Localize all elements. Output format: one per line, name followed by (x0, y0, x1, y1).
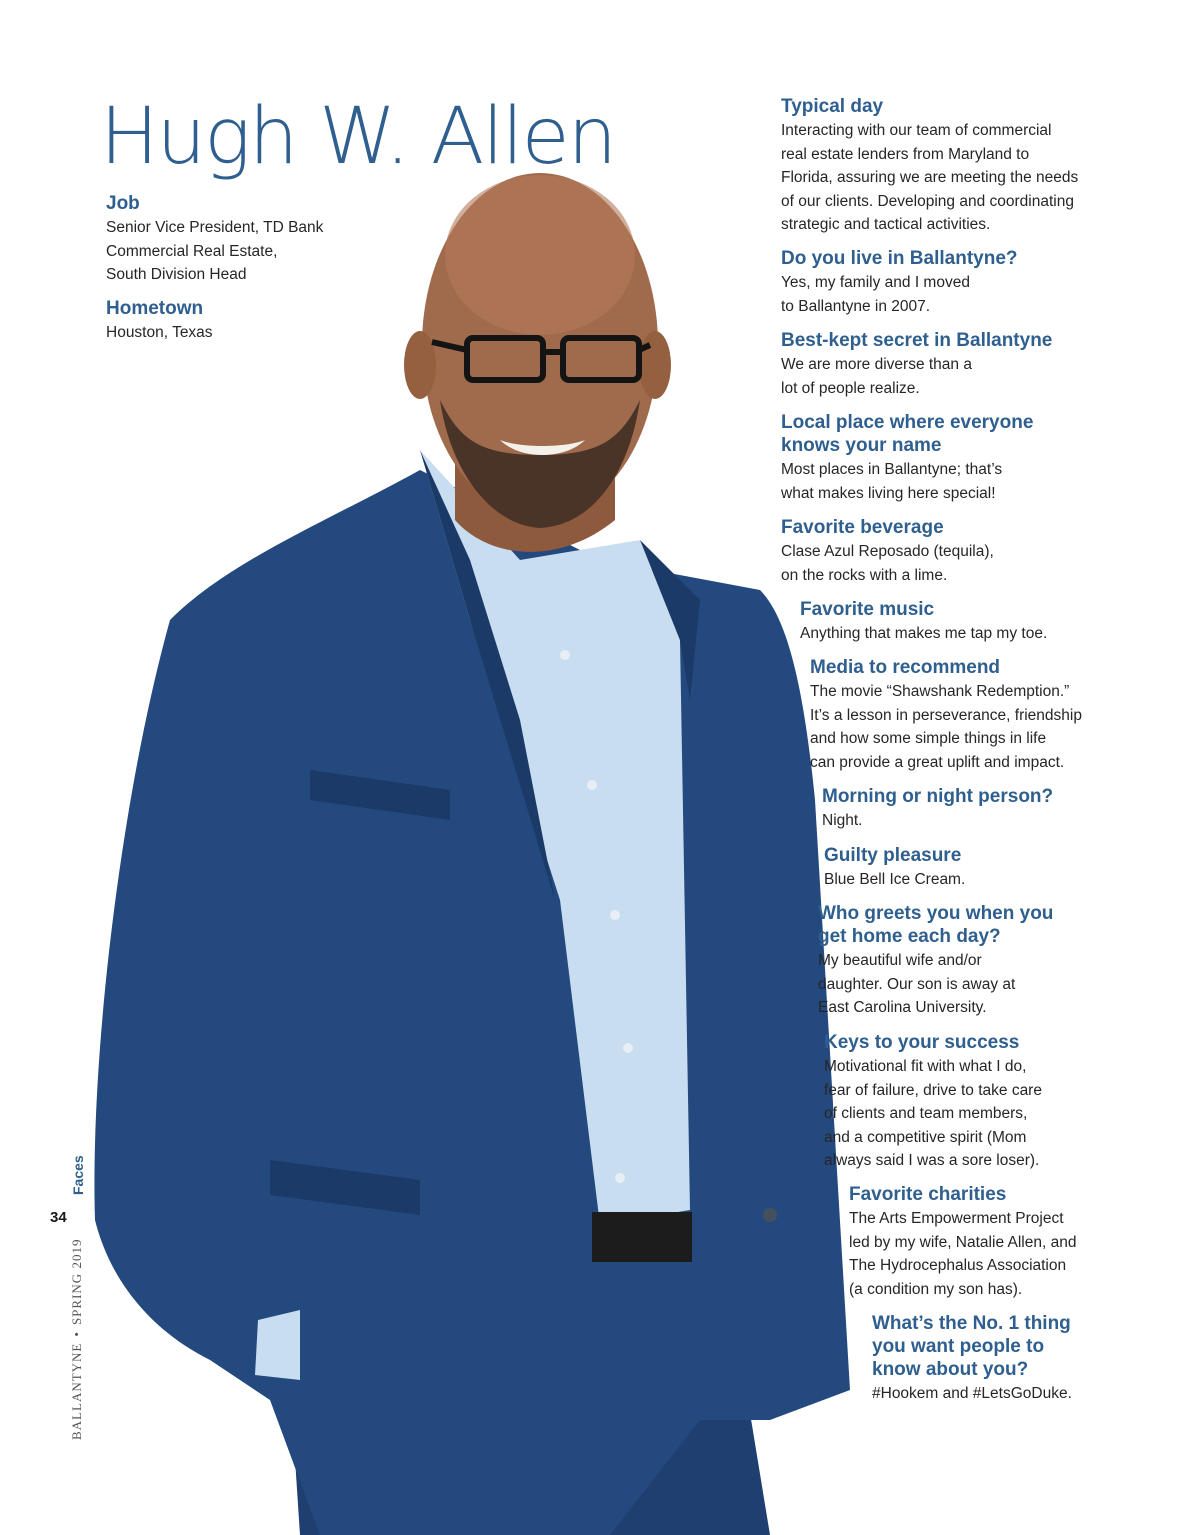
qa-keys-to-success (824, 1031, 1164, 1173)
question-heading: Favorite beverage (781, 517, 944, 538)
qa-media-to-recommend (810, 656, 1150, 774)
question-heading: Keys to your success (824, 1032, 1020, 1053)
qa-who-greets-you (818, 902, 1158, 1020)
suit-jacket (94, 470, 850, 1535)
answer-text: Motivational fit with what I do, fear of failure, drive to take care of clients and team members, and a competitive spirit (Mom always said I was a sore loser). (824, 1058, 1042, 1169)
question-heading: Job (106, 193, 140, 214)
job-block (106, 192, 446, 287)
qa-favorite-music (800, 598, 1140, 646)
qa-best-kept-secret (781, 329, 1121, 400)
qa-favorite-charities (849, 1183, 1189, 1301)
qa-morning-or-night (822, 785, 1162, 833)
answer-text: #Hookem and #LetsGoDuke. (872, 1385, 1072, 1402)
question-heading: Guilty pleasure (824, 845, 962, 866)
belt (592, 1212, 692, 1262)
qa-live-in-ballantyne (781, 247, 1121, 318)
answer-text: Most places in Ballantyne; that’s what makes living here special! (781, 461, 1003, 502)
question-heading: Hometown (106, 298, 204, 319)
answer-text: Houston, Texas (106, 324, 213, 341)
answer-text: Blue Bell Ice Cream. (824, 871, 966, 888)
qa-no-1-thing (872, 1312, 1172, 1406)
question-heading: Media to recommend (810, 657, 1001, 678)
question-heading: Favorite charities (849, 1184, 1007, 1205)
magazine-issue-line (69, 1239, 85, 1440)
hometown-block (106, 297, 446, 345)
qa-typical-day (781, 95, 1121, 237)
bullet-separator: • (69, 1331, 84, 1337)
question-heading: Typical day (781, 96, 884, 117)
answer-text: Anything that makes me tap my toe. (800, 625, 1048, 642)
question-heading: Morning or night person? (822, 786, 1054, 807)
page-number: 34 (50, 1209, 67, 1226)
question-heading: Who greets you when you get home each day? (818, 903, 1054, 947)
question-heading: Favorite music (800, 599, 935, 620)
question-heading: Do you live in Ballantyne? (781, 248, 1018, 269)
qa-local-place (781, 411, 1121, 505)
answer-text: The movie “Shawshank Redemption.” It’s a lesson in perseverance, friendship and how some simple things in life can provide a great uplift and impact. (810, 683, 1082, 771)
answer-text: Night. (822, 812, 863, 829)
issue-label: SPRING 2019 (69, 1238, 84, 1326)
answer-text: We are more diverse than a lot of people realize. (781, 356, 972, 397)
magazine-name: BALLANTYNE (69, 1342, 84, 1440)
answer-text: Clase Azul Reposado (tequila), on the rocks with a lime. (781, 543, 994, 584)
profile-name: Hugh W. Allen (100, 92, 616, 182)
answer-text: My beautiful wife and/or daughter. Our son is away at East Carolina University. (818, 952, 1016, 1016)
answer-text: Yes, my family and I moved to Ballantyne in 2007. (781, 274, 970, 315)
answer-text: Senior Vice President, TD Bank Commercial Real Estate, South Division Head (106, 219, 324, 283)
question-heading: Local place where everyone knows your name (781, 412, 1034, 456)
answer-text: The Arts Empowerment Project led by my wife, Natalie Allen, and The Hydrocephalus Association (a condition my son has). (849, 1210, 1077, 1298)
question-heading: What’s the No. 1 thing you want people to know about you? (872, 1313, 1071, 1380)
qa-favorite-beverage (781, 516, 1121, 587)
answer-text: Interacting with our team of commercial real estate lenders from Maryland to Florida, assuring we are meeting the needs of our clients. Developing and coordinating strategic and tactical activities. (781, 122, 1079, 233)
qa-guilty-pleasure (824, 844, 1164, 892)
question-heading: Best-kept secret in Ballantyne (781, 330, 1053, 351)
section-label: Faces (70, 1155, 86, 1195)
